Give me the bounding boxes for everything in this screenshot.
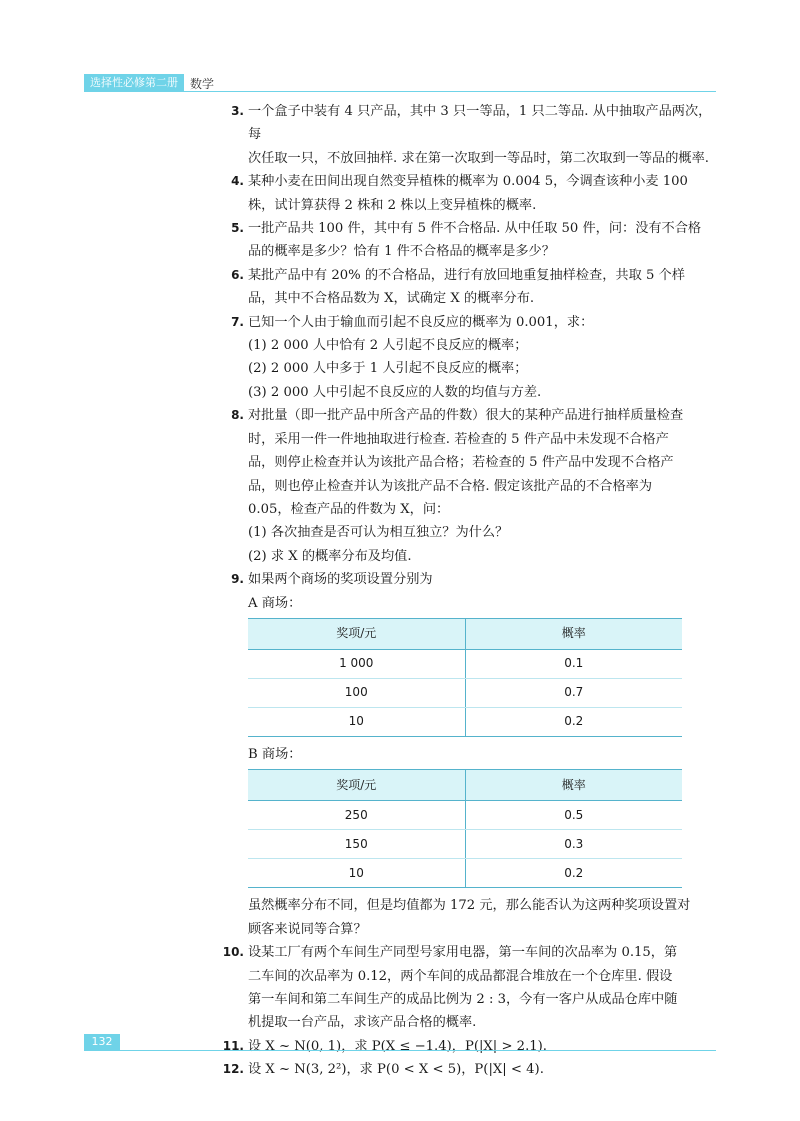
problem-text-line: 品，其中不合格品数为 X，试确定 X 的概率分布. — [248, 291, 535, 307]
problem-text-line: 株，试计算获得 2 株和 2 株以上变异植株的概率. — [248, 197, 537, 213]
problem-item — [231, 264, 718, 311]
table-row — [248, 678, 682, 707]
problem-text-line: 机提取一台产品，求该产品合格的概率. — [248, 1015, 477, 1031]
problem-item — [222, 941, 718, 1035]
column-header-award: 奖项/元 — [248, 770, 465, 801]
problem-item — [222, 1058, 718, 1081]
problem-number: 8. — [231, 408, 244, 423]
column-header-probability: 概率 — [465, 770, 682, 801]
problem-text-line: 设 X ~ N(0, 1)，求 P(X ≤ −1.4)，P(|X| > 2.1). — [248, 1038, 547, 1054]
problem-number: 12. — [222, 1062, 244, 1077]
probability-cell: 0.1 — [465, 649, 682, 678]
problem-text-line: 品的概率是多少？恰有 1 件不合格品的概率是多少？ — [248, 244, 555, 260]
problem-text: 如果两个商场的奖项设置分别为 — [248, 572, 433, 588]
problem-text-line: 次任取一只，不放回抽样. 求在第一次取到一等品时，第二次取到一等品的概率. — [248, 150, 709, 166]
award-cell: 1 000 — [248, 649, 465, 678]
exercise-content — [222, 100, 718, 1082]
probability-cell: 0.2 — [465, 707, 682, 736]
probability-cell: 0.7 — [465, 678, 682, 707]
problem-number: 10. — [222, 945, 244, 960]
table-row — [248, 859, 682, 888]
problem-text-line: 某批产品中有 20% 的不合格品，进行有放回地重复抽样检查，共取 5 个样 — [248, 267, 685, 283]
problem-list — [222, 941, 718, 1081]
problem-text-line: 对批量（即一批产品中所含产品的件数）很大的某种产品进行抽样质量检查 — [248, 408, 684, 424]
page-number: 132 — [84, 1034, 120, 1050]
problem-9 — [231, 568, 718, 941]
problem-number: 3. — [231, 104, 244, 118]
problem-text-line: (2) 求 X 的概率分布及均值. — [248, 548, 412, 564]
table-a-label: A 商场： — [248, 595, 302, 611]
problem-number: 9. — [231, 572, 244, 587]
problem-text: 顾客来说同等合算？ — [248, 921, 367, 937]
running-header — [84, 74, 214, 92]
problem-text-line: 二车间的次品率为 0.12，两个车间的成品都混合堆放在一个仓库里. 假设 — [248, 968, 673, 984]
problem-text-line: 设某工厂有两个车间生产同型号家用电器，第一车间的次品率为 0.15，第 — [248, 945, 678, 961]
header-rule — [84, 91, 716, 92]
problem-text-line: 品，则停止检查并认为该批产品合格；若检查的 5 件产品中发现不合格产 — [248, 455, 674, 471]
problem-text-line: (2) 2 000 人中多于 1 人引起不良反应的概率； — [248, 361, 528, 377]
award-cell: 250 — [248, 801, 465, 830]
subject-label: 数学 — [190, 76, 215, 91]
problem-number: 4. — [231, 174, 244, 189]
table-row — [248, 830, 682, 859]
award-cell: 150 — [248, 830, 465, 859]
column-header-probability: 概率 — [465, 618, 682, 649]
problem-text-line: 某种小麦在田间出现自然变异植株的概率为 0.004 5，今调查该种小麦 100 — [248, 174, 688, 190]
problem-text-line: 第一车间和第二车间生产的成品比例为 2 : 3，今有一客户从成品仓库中随 — [248, 991, 678, 1007]
problem-item — [231, 100, 718, 170]
award-cell: 100 — [248, 678, 465, 707]
award-cell: 10 — [248, 707, 465, 736]
problem-item — [231, 311, 718, 405]
table-row — [248, 707, 682, 736]
probability-cell: 0.2 — [465, 859, 682, 888]
table-row — [248, 649, 682, 678]
award-cell: 10 — [248, 859, 465, 888]
problem-item — [222, 1035, 718, 1058]
problem-text-line: (3) 2 000 人中引起不良反应的人数的均值与方差. — [248, 384, 542, 400]
problem-text-line: 0.05，检查产品的件数为 X，问： — [248, 501, 450, 517]
column-header-award: 奖项/元 — [248, 618, 465, 649]
problem-item — [231, 217, 718, 264]
problem-text-line: 一批产品共 100 件，其中有 5 件不合格品. 从中任取 50 件，问：没有不合格 — [248, 221, 702, 237]
problem-number: 6. — [231, 267, 244, 282]
problem-number: 11. — [222, 1038, 244, 1053]
probability-cell: 0.5 — [465, 801, 682, 830]
problem-text-line: 时，采用一件一件地抽取进行检查. 若检查的 5 件产品中未发现不合格产 — [248, 431, 669, 447]
problem-text: 虽然概率分布不同，但是均值都为 172 元，那么能否认为这两种奖项设置对 — [248, 898, 691, 914]
probability-cell: 0.3 — [465, 830, 682, 859]
book-title-tag: 选择性必修第二册 — [84, 74, 184, 92]
problem-item — [231, 404, 718, 568]
table-row — [248, 801, 682, 830]
problem-text-line: 设 X ~ N(3, 2²)，求 P(0 < X < 5)，P(|X| < 4). — [248, 1062, 544, 1078]
table-b-label: B 商场： — [248, 746, 302, 762]
footer-rule — [84, 1050, 716, 1051]
problem-text-line: (1) 各次抽查是否可认为相互独立？为什么？ — [248, 525, 509, 541]
problem-text-line: 已知一个人由于输血而引起不良反应的概率为 0.001，求： — [248, 314, 594, 330]
table-a — [248, 618, 682, 737]
problem-list — [231, 100, 718, 568]
problem-number: 5. — [231, 221, 244, 236]
problem-text-line: (1) 2 000 人中恰有 2 人引起不良反应的概率； — [248, 338, 528, 354]
problem-number: 7. — [231, 314, 244, 329]
problem-text-line: 一个盒子中装有 4 只产品，其中 3 只一等品，1 只二等品. 从中抽取产品两次，每 — [248, 104, 712, 143]
table-b — [248, 769, 682, 888]
problem-item — [231, 170, 718, 217]
problem-text-line: 品，则也停止检查并认为该批产品不合格. 假定该批产品的不合格率为 — [248, 478, 653, 494]
